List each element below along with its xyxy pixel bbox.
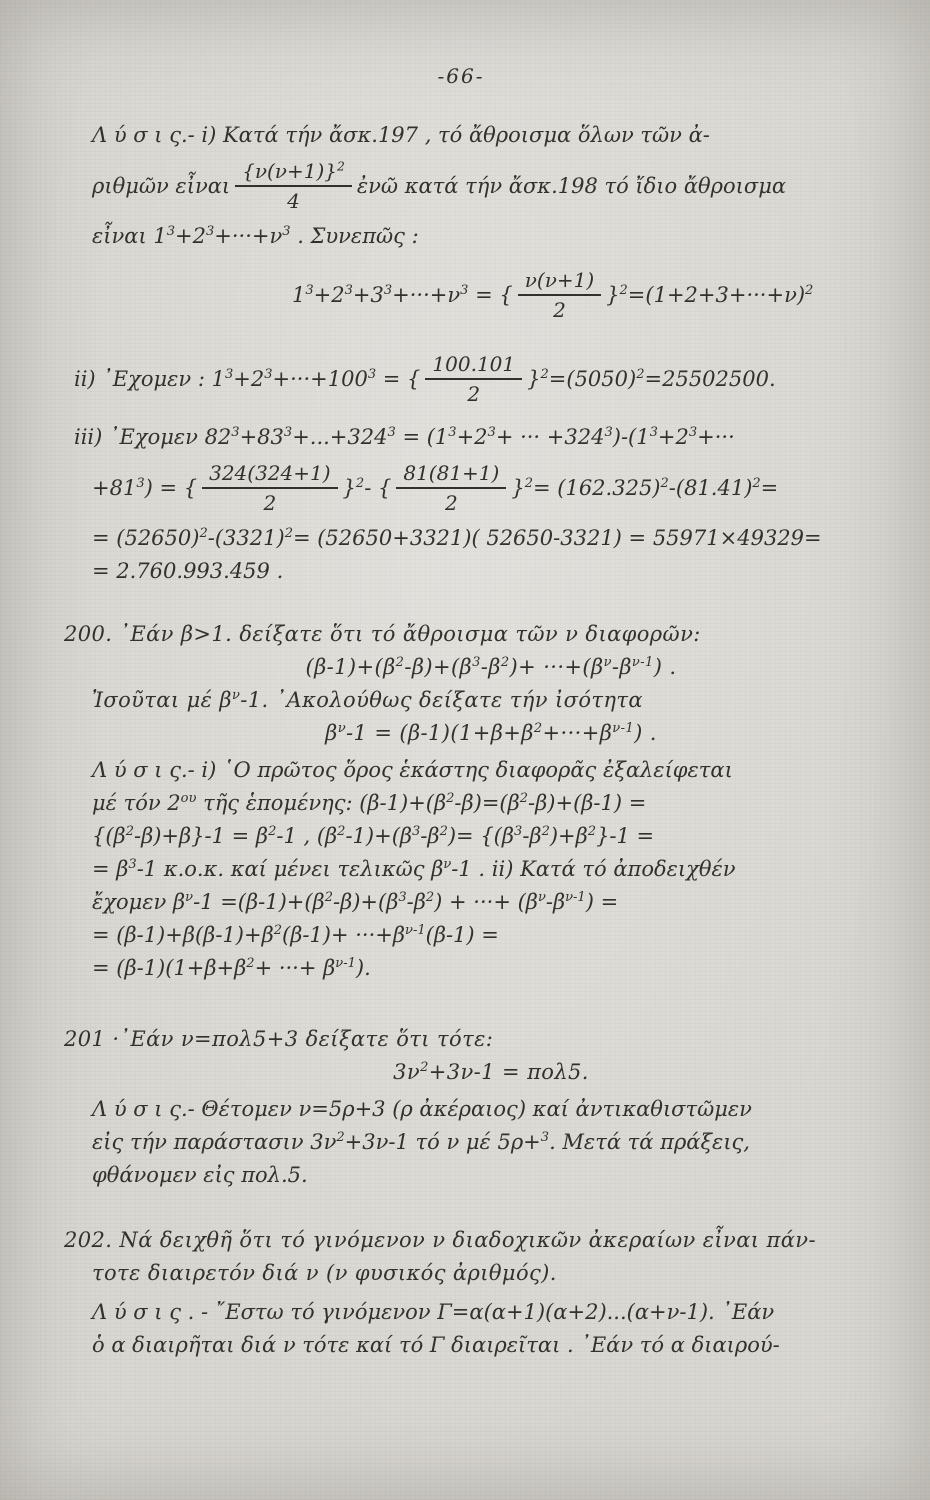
solution199-item-iii-line3: = $(52650)^2-(3321)^2= (52650+3321)$( 52650-3321) = 55971×49329= (92, 526, 822, 550)
problem200-identity-formula: $\beta^\nu-1 = (\beta-1)(1+\beta+\beta^2+\cdot\cdot\cdot+\beta^{\nu-1})$ . (325, 721, 657, 745)
solution200-line7: = $(\beta-1)(1+\beta+\beta^2+$ ···+ $\beta^{\nu-1}$). (92, 956, 371, 980)
solution199-line3: εἶναι $1^3+2^3+\cdot\cdot\cdot+\nu^3$ . Συνεπῶς : (92, 224, 419, 248)
solution201-line3: φθάνομεν εἰς πολ.5. (92, 1163, 308, 1187)
problem202-statement-line2: τοτε διαιρετόν διά ν (ν φυσικός ἀριθμός). (92, 1261, 557, 1285)
item-iii-mid: }$^2$- { (342, 476, 392, 500)
solution199-line2-pre: ριθμῶν εἶναι (92, 174, 231, 198)
solution201-line2: εἰς τήν παράστασιν $3\nu^2+3\nu-1$ τό ν μέ 5ρ+$^3$. Μετά τά πράξεις, (92, 1130, 750, 1154)
solution200-line1: Λ ύ σ ι ς.- i) ῾Ο πρῶτος ὅρος ἑκάστης διαφορᾶς ἐξαλείφεται (92, 758, 733, 782)
problem202-statement-line1: 202. Νά δειχθῆ ὅτι τό γινόμενον ν διαδοχικῶν ἀκεραίων εἶναι πάν- (64, 1228, 816, 1252)
problem200-statement-line1: 200. ᾽Εάν β>1. δείξατε ὅτι τό ἄθροισμα τῶν ν διαφορῶν: (64, 622, 701, 646)
fraction-denominator: 2 (553, 298, 566, 322)
fraction (235, 158, 352, 214)
solution199-line2-post: ἐνῶ κατά τήν ἄσκ.198 τό ἴδιο ἄθροισμα (356, 174, 787, 198)
fraction-numerator: 100.101 (425, 351, 522, 380)
sum-of-cubes-formula (92, 261, 890, 329)
fraction-denominator: 2 (444, 491, 458, 515)
solution199-line1: Λ ύ σ ι ς.- i) Κατά τήν ἄσκ.197 , τό ἄθροισμα ὅλων τῶν ἀ- (92, 123, 710, 147)
problem201-statement-line1: 201 ·᾽Εάν ν=πολ5+3 δείξατε ὅτι τότε: (64, 1027, 494, 1051)
solution199-item-iii-line1: iii) ᾽Εχομεν $82^3+83^3+...+324^3 = (1^3+2^3+$ ··· $+324^3)-(1^3+2^3+\cdot\cdot\cdot$ (74, 425, 735, 449)
fraction-numerator: $\{\nu(\nu+1)\}^2$ (235, 158, 352, 187)
problem201-formula: $3\nu^2+3\nu-1 = \pi o\lambda 5$. (393, 1060, 589, 1084)
solution199-item-iii-line4: = 2.760.993.459 . (92, 559, 284, 583)
solution200-line6: = $(\beta-1)+\beta(\beta-1)+\beta^2(\beta-1)+ \cdot\cdot\cdot+\beta^{\nu-1}(\beta-1)$ = (92, 923, 499, 947)
solution201-line1: Λ ύ σ ι ς.- Θέτομεν ν=5ρ+3 (ρ ἀκέραιος) καί ἀντικαθιστῶμεν (92, 1097, 752, 1121)
fraction-numerator: ν(ν+1) (518, 267, 601, 296)
fraction (202, 460, 337, 516)
fraction (396, 460, 506, 516)
fraction-denominator: 2 (467, 382, 481, 406)
solution199-line2 (92, 152, 890, 220)
item-iii-pre: $+81^3$) = { (92, 476, 198, 500)
page-number: -66- (437, 64, 485, 88)
problem200-differences-formula: $(\beta-1)+(\beta^2-\beta)+(\beta^3-\beta^2)+ \cdot\cdot\cdot+(\beta^\nu-\beta^{\nu-1})$ . (305, 655, 677, 679)
fraction-denominator: 2 (263, 491, 277, 515)
fraction-numerator: 324(324+1) (202, 460, 337, 489)
formula-post: }$^2=(1+2+3+\cdot\cdot\cdot+\nu)^2$ (606, 283, 814, 307)
solution202-line1: Λ ύ σ ι ς . - ῎Εστω τό γινόμενον Γ=α(α+1)(α+2)...(α+ν-1). ᾽Εάν (92, 1300, 775, 1324)
formula-pre: $1^3+2^3+3^3+\cdot\cdot\cdot+\nu^3$ = { (292, 283, 513, 307)
problem200-statement-line3: Ἰσοῦται μέ $\beta^\nu-1$. ᾽Ακολούθως δείξατε τήν ἰσότητα (92, 688, 643, 712)
solution199-item-iii-line2 (92, 454, 890, 522)
solution200-line3: $\{(\beta^2-\beta)+\beta\}-1 = \beta^2-1$ , $(\beta^2-1)+(\beta^3-\beta^2)= \{(\beta^3-\beta^2)+\beta^2\}-1$ = (92, 824, 655, 848)
solution202-line2: ὁ α διαιρῆται διά ν τότε καί τό Γ διαιρεῖται . ᾽Εάν τό α διαιρού- (92, 1333, 780, 1357)
item-ii-pre: ii) ᾽Εχομεν : $1^3+2^3+\cdot\cdot\cdot+100^3$ = { (74, 367, 421, 391)
fraction-numerator: 81(81+1) (396, 460, 506, 489)
solution200-line5: ἔχομεν $\beta^\nu-1 =(\beta-1)+(\beta^2-\beta)+(\beta^3-\beta^2)$ + ···+ $(\beta^\nu-\beta^{\nu-1})$ = (92, 890, 619, 914)
item-iii-post: }$^2= (162.325)^2-(81.41)^2=$ (511, 476, 779, 500)
fraction (518, 267, 601, 323)
item-ii-post: }$^2=(5050)^2=25502500$. (527, 367, 776, 391)
fraction-denominator: 4 (287, 189, 300, 213)
solution200-line2: μέ τόν $2^{o\upsilon}$ τῆς ἑπομένης: $(\beta-1)+(\beta^2-\beta)=(\beta^2-\beta)+(\beta-1)$ = (92, 791, 647, 815)
solution199-item-ii (74, 345, 890, 413)
fraction (425, 351, 522, 407)
solution200-line4: = $\beta^3-1$ κ.ο.κ. καί μένει τελικῶς $\beta^\nu-1$ . ii) Κατά τό ἀποδειχθέν (92, 857, 736, 881)
